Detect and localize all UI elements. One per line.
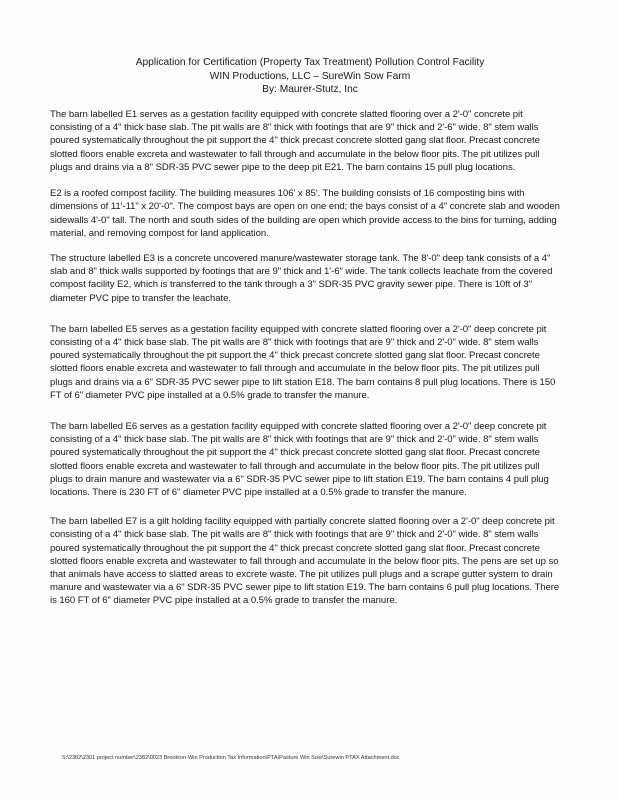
- file-path-footer: S:\2382\2301 project number\2382\0023 Brookton-Win Production Tax Information\PTA\Pasture Win Sow\Surewin PTAX Attachment.doc: [62, 755, 400, 761]
- paragraph-e6: The barn labelled E6 serves as a gestation facility equipped with concrete slatted flooring over a 2'-0" deep concrete pit consisting of a 4" thick base slab. The pit walls are 8" thick with footings that are 9" thick and 2'-0" wide. 8" stem walls poured systematically throughout the pit support the 4" thick precast concrete slotted gang slat floor. Precast concrete slotted floors enable excreta and wastewater to fall through and accumulate in the below floor pits. The pit utilizes pull plugs to drain manure and wastewater via a 6" SDR-35 PVC sewer pipe to lift station E19. The barn contains 4 pull plug locations. There is 230 FT of 6" diameter PVC pipe installed at a 0.5% grade to transfer the manure.: [50, 421, 549, 499]
- paragraph-e7: The barn labelled E7 is a gilt holding facility equipped with partially concrete slatted flooring over a 2'-0" deep concrete pit consisting of a 4" thick base slab. The pit walls are 8" thick with footings that are 9" thick and 2'-0" wide. 8" stem walls poured systematically throughout the pit support the 4" thick precast concrete slotted gang slat floor. Precast concrete slotted floors enable excreta and wastewater to fall through and accumulate in the below floor pits. The pens are set up so that animals have access to slatted areas to excrete waste. The pit utilizes pull plugs and a scrape gutter system to drain manure and wastewater via a 6" SDR-35 PVC sewer pipe to lift station E19. The barn contains 6 pull plug locations. There is 160 FT of 6" diameter PVC pipe installed at a 0.5% grade to transfer the manure.: [50, 516, 560, 607]
- paragraph-e2: E2 is a roofed compost facility. The building measures 106' x 85'. The building consists of 16 composting bins with dimensions of 11'-11" x 20'-0". The compost bays are open on one end; the bays consist of a 4" concrete slab and wooden sidewalls 4'-0" tall. The north and south sides of the building are open which provide access to the bins for turning, adding material, and removing compost for land application.: [50, 188, 560, 239]
- header-title: Application for Certification (Property Tax Treatment) Pollution Control Facility: [135, 57, 485, 68]
- document-body: [50, 108, 560, 621]
- paragraph-e1: The barn labelled E1 serves as a gestation facility equipped with concrete slatted flooring over a 2'-0" concrete pit consisting of a 4" thick base slab. The pit walls are 8" thick with footings that are 9" thick and 2'-6" wide. 8" stem walls poured systematically throughout the pit support the 4" thick precast concrete slotted gang slat floor. Precast concrete slotted floors enable excreta and wastewater to fall through and accumulate in the below floor pits. The pit utilizes pull plugs and drains via a 8" SDR-35 PVC sewer pipe to the deep pit E21. The barn contains 15 pull plug locations.: [50, 109, 540, 173]
- document-header: [40, 56, 580, 97]
- header-author: By: Maurer-Stutz, Inc: [262, 84, 358, 96]
- header-company: WIN Productions, LLC – SureWin Sow Farm: [209, 70, 411, 82]
- paragraph-e3: The structure labelled E3 is a concrete uncovered manure/wastewater storage tank. The 8'-0" deep tank consists of a 4" slab and 8" thick walls supported by footings that are 9" thick and 1'-6" wide. The tank collects leachate from the covered compost facility E2, which is transferred to the tank through a 3" SDR-35 PVC gravity sewer pipe. There is 10ft of 3" diameter PVC pipe to transfer the leachate.: [50, 253, 553, 304]
- paragraph-e5: The barn labelled E5 serves as a gestation facility equipped with concrete slatted flooring over a 2'-0" deep concrete pit consisting of a 4" thick base slab. The pit walls are 8" thick with footings that are 9" thick and 2'-0" wide. 8" stem walls poured systematically throughout the pit support the 4" thick precast concrete slotted gang slat floor. Precast concrete slotted floors enable excreta and wastewater to fall through and accumulate in the below floor pits. The pit utilizes pull plugs and drains via a 6" SDR-35 PVC sewer pipe to lift station E18. The barn contains 8 pull plug locations. There is 150 FT of 6" diameter PVC pipe installed at a 0.5% grade to transfer the manure.: [50, 323, 556, 401]
